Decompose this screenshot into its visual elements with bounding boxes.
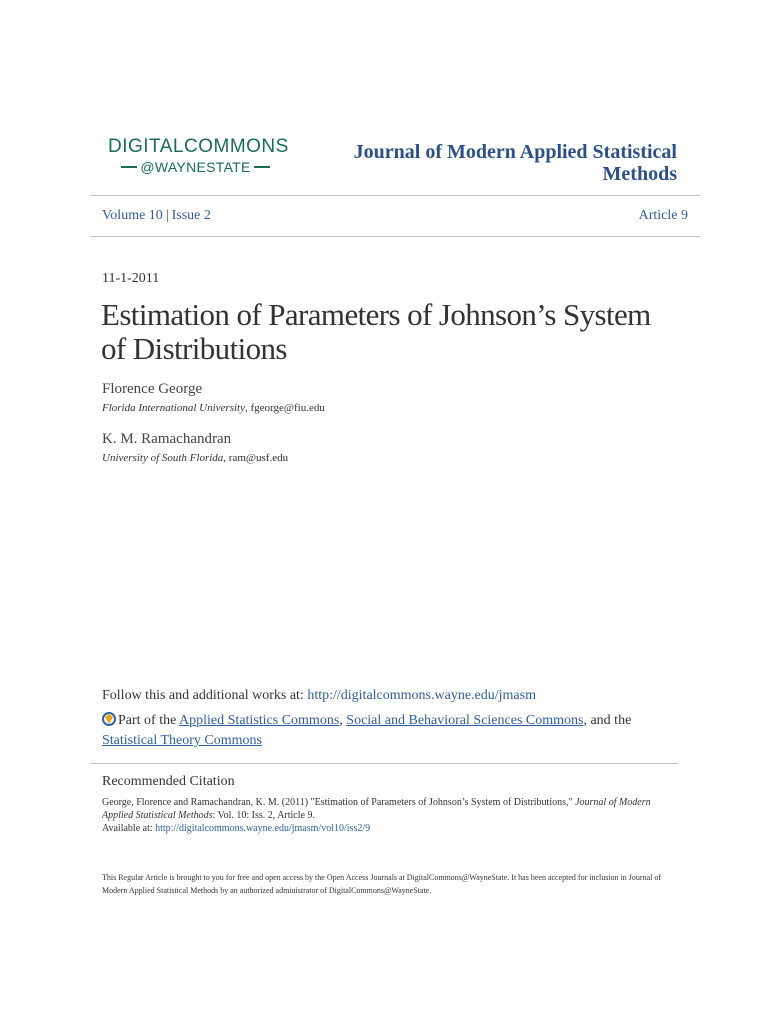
- article-number: [639, 208, 688, 224]
- journal-title[interactable]: Journal of Modern Applied Statistical Methods: [353, 141, 677, 185]
- citation-heading: Recommended Citation: [102, 774, 235, 789]
- digitalcommons-logo[interactable]: [108, 136, 289, 175]
- affiliation-name: Florida International University: [102, 402, 245, 414]
- article-link[interactable]: Article 9: [638, 208, 688, 223]
- follow-url-link[interactable]: http://digitalcommons.wayne.edu/jmasm: [307, 688, 536, 703]
- part-of-line: [102, 711, 662, 751]
- access-note: This Regular Article is brought to you for free and open access by the Open Access Journals at DigitalCommons@WayneState. It has been accepted for inclusion in Journal of Modern Applied Statistical Methods by an authorized administrator of DigitalCommons@WayneState.: [102, 873, 662, 895]
- citation-volume: : Vol. 10: Iss. 2, Article 9.: [212, 810, 315, 821]
- publication-date: 11-1-2011: [102, 271, 160, 286]
- available-label: Available at:: [102, 823, 156, 834]
- logo-subtext: @WAYNESTATE: [140, 159, 251, 175]
- volume-issue: [102, 208, 211, 224]
- part-of-prefix: Part of the: [118, 713, 180, 728]
- citation-divider: [91, 763, 678, 764]
- logo-rule-right: [254, 166, 270, 168]
- author-email: , fgeorge@fiu.edu: [244, 402, 325, 414]
- follow-line: [102, 688, 536, 704]
- comma-text: ,: [339, 713, 347, 728]
- affiliation-name: University of South Florida: [102, 452, 224, 464]
- author-name: K. M. Ramachandran: [102, 431, 232, 447]
- author-affiliation: [102, 452, 288, 464]
- social-behavioral-sciences-link[interactable]: Social and Behavioral Sciences Commons: [346, 713, 584, 728]
- author-email: , ram@usf.edu: [223, 452, 289, 464]
- author-affiliation: [102, 402, 325, 414]
- citation-url-link[interactable]: http://digitalcommons.wayne.edu/jmasm/vol10/iss2/9: [155, 823, 371, 834]
- article-title: Estimation of Parameters of Johnson’s System of Distributions: [101, 297, 651, 366]
- and-the-text: , and the: [583, 713, 632, 728]
- logo-wordmark: DIGITALCOMMONS: [108, 136, 289, 157]
- issue-link[interactable]: Issue 2: [171, 208, 211, 223]
- volume-separator: |: [165, 208, 169, 223]
- citation-journal: Journal of Modern Applied Statistical Methods: [102, 797, 651, 821]
- applied-statistics-commons-link[interactable]: Applied Statistics Commons: [179, 713, 340, 728]
- author-name: Florence George: [102, 381, 203, 397]
- logo-subline: [108, 159, 283, 175]
- follow-text: Follow this and additional works at:: [102, 688, 308, 703]
- issue-divider: [91, 236, 700, 237]
- commons-network-icon: [102, 712, 116, 726]
- header-divider: [91, 195, 700, 196]
- statistical-theory-commons-link[interactable]: Statistical Theory Commons: [102, 733, 262, 748]
- citation-text: George, Florence and Ramachandran, K. M. (2011) "Estimation of Parameters of Johnson’s System of Distributions,": [102, 797, 576, 808]
- volume-link[interactable]: Volume 10: [102, 208, 163, 223]
- logo-rule-left: [121, 166, 137, 168]
- citation-body: [102, 796, 662, 835]
